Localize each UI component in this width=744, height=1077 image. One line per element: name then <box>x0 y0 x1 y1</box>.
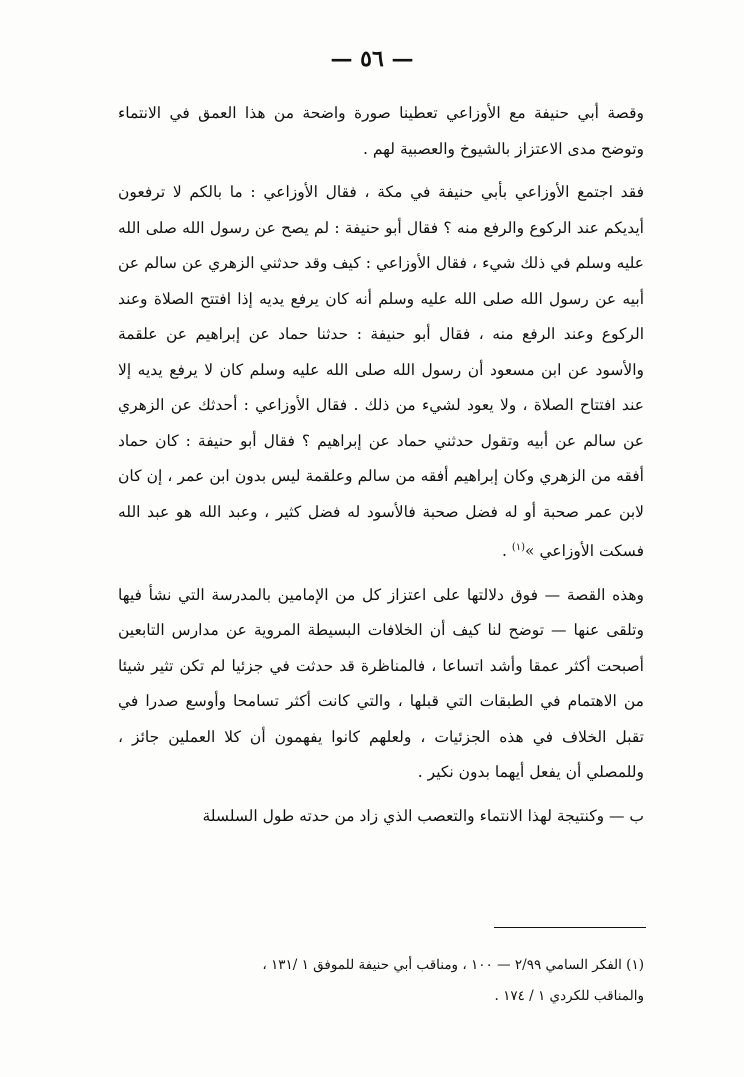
paragraph-1: وقصة أبي حنيفة مع الأوزاعي تعطينا صورة واضحة من هذا العمق في الانتماء وتوضح مدى الاعتزاز بالشيوخ والعصبية لهم . <box>118 104 644 158</box>
paragraph-2-end: . <box>502 542 512 561</box>
paragraph-4: ب — وكنتيجة لهذا الانتماء والتعصب الذي زاد من حدته طول السلسلة <box>202 806 644 825</box>
paragraph-2 <box>118 175 644 570</box>
footnote-reference: (١) <box>511 542 526 553</box>
footnote-line-1: (١) الفكر السامي ٢/٩٩ — ١٠٠ ، ومناقب أبي حنيفة للموفق ١ /١٣١ ، <box>262 957 644 973</box>
paragraph-3: وهذه القصة — فوق دلالتها على اعتزاز كل من الإمامين بالمدرسة التي نشأ فيها وتلقى عنها — توضح لنا كيف أن الخلافات البسيطة المروية عن مدارس التابعين أصبحت أكثر عمقا وأشد اتساعا ، فالمناظرة قد حدثت في جزئيا لم تكن تثير شيئا من الاهتمام في الطبقات التي قبلها ، والتي كانت أكثر تسامحا وأوسع صدرا في تقبل الخلاف في هذه الجزئيات ، ولعلهم كانوا يفهمون أن كلا العملين جائز ، وللمصلي أن يفعل أيهما بدون نكير . <box>118 585 644 782</box>
page-number: — ٥٦ — <box>330 46 414 72</box>
footnote <box>118 950 644 1012</box>
main-text <box>118 96 644 834</box>
paragraph-2-text: فقد اجتمع الأوزاعي بأبي حنيفة في مكة ، فقال الأوزاعي : ما بالكم لا ترفعون أيديكم عند الركوع والرفع منه ؟ فقال أبو حنيفة : لم يصح عن رسول الله صلى الله عليه وسلم في ذلك شيء ، فقال الأوزاعي : كيف وقد حدثني الزهري عن سالم عن أبيه عن رسول الله صلى الله عليه وسلم أنه كان يرفع يديه إذا افتتح الصلاة وعند الركوع وعند الرفع منه ، فقال أبو حنيفة : حدثنا حماد عن إبراهيم عن علقمة والأسود عن ابن مسعود أن رسول الله صلى الله عليه وسلم كان لا يرفع يديه إلا عند افتتاح الصلاة ، ولا يعود لشيء من ذلك . فقال الأوزاعي : أحدثك عن الزهري عن سالم عن أبيه وتقول حدثني حماد عن إبراهيم ؟ فقال أبو حنيفة : كان حماد أفقه من الزهري وكان إبراهيم أفقه من سالم وعلقمة ليس بدون ابن عمر ، إن كان لابن عمر صحبة أو له فضل صحبة فالأسود له فضل كثير ، وعبد الله هو عبد الله فسكت الأوزاعي » <box>118 183 644 561</box>
footnote-divider <box>494 927 646 928</box>
footnote-line-2: والمناقب للكردي ١ / ١٧٤ . <box>494 988 644 1004</box>
